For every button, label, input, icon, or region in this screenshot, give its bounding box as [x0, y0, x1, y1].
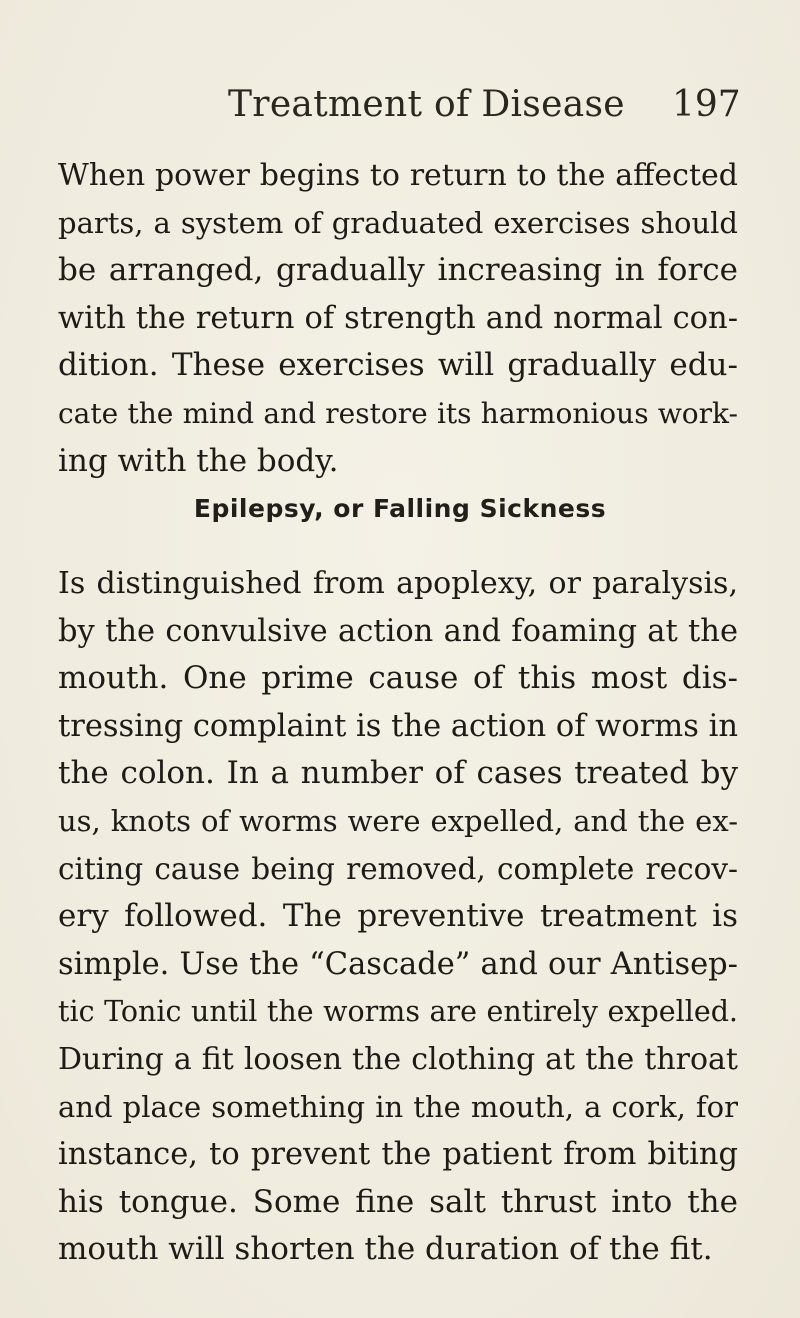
text-line: instance, to prevent the patient from biting	[58, 1137, 738, 1173]
text-line: mouth. One prime cause of this most dis-	[58, 660, 738, 697]
text-line: tressing complaint is the action of worms in	[58, 708, 738, 744]
text-line: mouth will shorten the duration of the fit.	[58, 1231, 713, 1268]
text-line: by the convulsive action and foaming at the	[58, 613, 738, 649]
page-number: 197	[672, 84, 741, 125]
paragraph-epilepsy	[58, 560, 738, 1274]
text-line: and place something in the mouth, a cork, for	[58, 1089, 738, 1124]
text-line: us, knots of worms were expelled, and the ex-	[58, 803, 738, 838]
text-line: cate the mind and restore its harmonious work-	[58, 396, 738, 430]
text-line: simple. Use the “Cascade” and our Antisep-	[58, 946, 738, 982]
text-line: with the return of strength and normal con-	[58, 300, 738, 336]
text-line: ing with the body.	[58, 442, 339, 479]
text-line: be arranged, gradually increasing in force	[58, 252, 738, 289]
text-line: During a fit loosen the clothing at the throat	[58, 1041, 738, 1077]
text-line: Is distinguished from apoplexy, or paralysis,	[58, 566, 738, 601]
text-line: tic Tonic until the worms are entirely expelled.	[58, 995, 738, 1029]
text-line: citing cause being removed, complete recov-	[58, 851, 738, 886]
text-line: parts, a system of graduated exercises should	[58, 205, 738, 240]
section-heading: Epilepsy, or Falling Sickness	[193, 494, 607, 523]
text-line: his tongue. Some fine salt thrust into the	[58, 1183, 738, 1220]
paragraph-exercises	[58, 152, 738, 485]
text-line: dition. These exercises will gradually edu-	[58, 347, 738, 384]
running-title: Treatment of Disease	[228, 84, 625, 125]
running-head	[0, 84, 800, 134]
text-line: When power begins to return to the affected	[58, 158, 738, 193]
text-line: the colon. In a number of cases treated by	[58, 755, 738, 792]
text-line: ery followed. The preventive treatment is	[58, 898, 738, 935]
